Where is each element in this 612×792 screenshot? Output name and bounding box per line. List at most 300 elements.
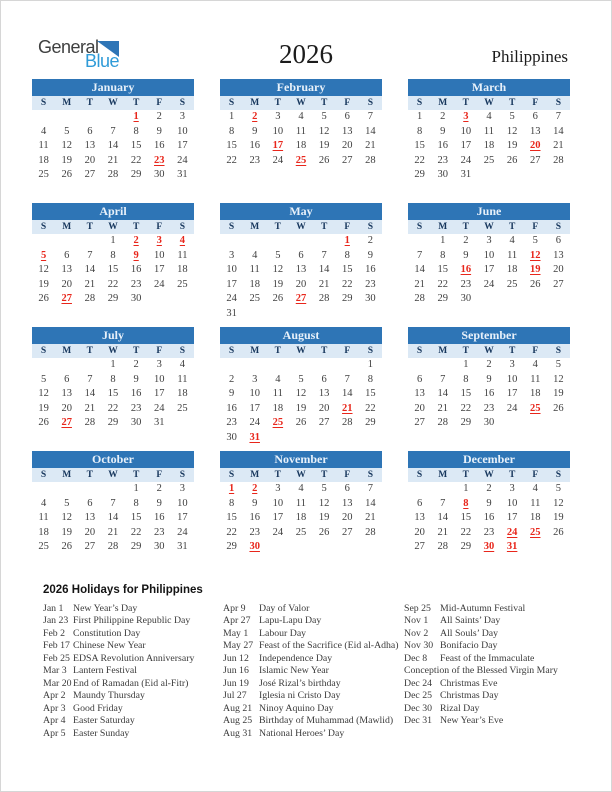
date-cell: 26	[38, 293, 49, 305]
empty-cell	[32, 358, 55, 373]
month-title: December	[408, 451, 570, 468]
weekday-label: T	[274, 470, 282, 480]
date-cell: 21	[365, 512, 376, 524]
date-cell: 3	[275, 111, 281, 122]
month-june	[408, 203, 570, 307]
date-cell: 24	[272, 526, 284, 538]
empty-cell	[32, 110, 55, 125]
weekday-label: T	[320, 222, 328, 232]
date-cell: 2	[486, 359, 492, 370]
date-cell: 8	[463, 373, 469, 385]
date-cell: 13	[84, 512, 96, 524]
date-cell: 20	[295, 278, 307, 290]
date-cell: 27	[414, 541, 425, 553]
date-cell: 18	[272, 402, 284, 414]
holiday-entry	[43, 715, 223, 727]
weekday-row	[408, 96, 570, 110]
weekday-label: F	[532, 222, 539, 232]
date-cell: 18	[530, 512, 541, 524]
holiday-name-label: Christmas Eve	[440, 677, 498, 689]
date-cell: 10	[483, 249, 495, 261]
date-cell: 9	[367, 249, 374, 261]
holiday-entry	[223, 615, 404, 627]
holiday-entry	[223, 653, 404, 665]
date-cell: 29	[437, 293, 448, 305]
date-cell: 17	[177, 512, 188, 524]
holiday-date-label: Nov 30	[404, 640, 434, 652]
holiday-entry	[43, 678, 223, 690]
date-cell: 23	[365, 278, 376, 290]
date-cell: 12	[38, 264, 49, 276]
date-cell: 16	[249, 512, 260, 524]
holiday-date-label: Aug 21	[223, 702, 253, 714]
weekday-label: S	[40, 98, 47, 108]
weekday-label: W	[108, 470, 118, 480]
logo-text-blue: Blue	[85, 51, 120, 71]
date-cell: 22	[226, 154, 237, 166]
weekday-label: F	[344, 98, 351, 108]
date-cell: 26	[318, 154, 330, 166]
date-cell: 14	[437, 512, 448, 524]
weekday-label: S	[555, 346, 562, 356]
weekday-label: S	[179, 98, 186, 108]
date-cell: 13	[342, 125, 353, 137]
weekday-label: M	[438, 346, 448, 356]
date-cell: 20	[61, 402, 72, 414]
date-cell: 25	[483, 154, 495, 166]
date-cell: 11	[530, 373, 541, 385]
holiday-name-label: National Heroes’ Day	[259, 727, 345, 739]
date-cell: 15	[107, 388, 119, 400]
date-cell: 14	[107, 512, 119, 524]
holiday-date: 30	[249, 541, 260, 553]
holiday-date: 31	[249, 431, 260, 443]
date-cell: 11	[530, 497, 541, 509]
holiday-name-label: Lantern Festival	[73, 665, 137, 677]
holiday-entry	[43, 653, 223, 665]
month-title: August	[220, 327, 382, 344]
weekday-label: S	[40, 470, 47, 480]
weekday-label: T	[462, 470, 470, 480]
days-grid	[220, 482, 382, 555]
date-cell: 27	[342, 154, 353, 166]
date-cell: 9	[486, 497, 492, 509]
date-cell: 6	[87, 125, 93, 137]
date-cell: 7	[321, 249, 327, 261]
date-cell: 1	[228, 111, 235, 122]
date-cell: 10	[272, 497, 284, 509]
holiday-date-label: Jun 19	[223, 677, 249, 689]
weekday-label: T	[508, 98, 516, 108]
weekday-label: M	[250, 222, 260, 232]
weekday-label: F	[156, 470, 163, 480]
weekday-row	[408, 220, 570, 234]
date-cell: 7	[367, 483, 374, 494]
holiday-date-label: Apr 27	[223, 615, 251, 627]
date-cell: 7	[87, 249, 93, 261]
date-cell: 3	[509, 359, 515, 370]
holiday-date: 12	[530, 249, 541, 261]
date-cell: 8	[110, 249, 116, 261]
weekday-label: S	[555, 98, 562, 108]
date-cell: 18	[38, 154, 49, 166]
date-cell: 14	[365, 497, 376, 509]
holiday-date-label: Apr 5	[43, 727, 66, 739]
weekday-label: F	[156, 346, 163, 356]
date-cell: 23	[483, 526, 495, 538]
weekday-label: F	[532, 346, 539, 356]
holiday-date: 25	[530, 402, 541, 414]
holiday-date-label: Mar 3	[43, 665, 67, 677]
date-cell: 8	[228, 125, 235, 137]
date-cell: 18	[295, 140, 307, 152]
holiday-name-label: Labour Day	[259, 627, 307, 639]
date-cell: 4	[509, 235, 515, 246]
date-cell: 28	[437, 417, 448, 429]
holiday-entry	[223, 628, 404, 640]
weekday-label: T	[508, 470, 516, 480]
date-cell: 6	[416, 373, 423, 385]
holiday-date-label: May 1	[223, 627, 249, 639]
month-title: April	[32, 203, 194, 220]
date-cell: 23	[154, 526, 165, 538]
weekday-label: W	[484, 470, 494, 480]
holiday-entry	[223, 715, 404, 727]
holiday-date-label: Nov 1	[404, 615, 429, 627]
days-grid	[32, 234, 194, 307]
holiday-date: 21	[342, 402, 353, 414]
weekday-label: T	[132, 346, 140, 356]
date-cell: 26	[38, 417, 49, 429]
holiday-date-label: Apr 3	[43, 702, 66, 714]
holiday-date: 19	[530, 264, 541, 276]
holiday-date-label: Dec 24	[404, 677, 433, 689]
weekday-label: W	[484, 346, 494, 356]
holiday-date-label: Jul 27	[223, 690, 247, 702]
holiday-date-label: Jun 16	[223, 665, 249, 677]
date-cell: 22	[414, 154, 425, 166]
holiday-date: 5	[40, 249, 47, 261]
date-cell: 5	[321, 111, 327, 122]
date-cell: 9	[252, 497, 258, 509]
date-cell: 11	[249, 264, 260, 276]
holiday-date-label: Dec 31	[404, 715, 433, 727]
holiday-date-label: Dec 8	[404, 652, 428, 664]
holiday-date-label: Sep 25	[404, 603, 431, 614]
date-cell: 20	[414, 402, 425, 414]
weekday-label: S	[367, 98, 374, 108]
date-cell: 13	[295, 264, 307, 276]
holiday-name-label: End of Ramadan (Eid al-Fitr)	[73, 677, 189, 689]
month-october	[32, 451, 194, 555]
months-grid	[32, 79, 570, 575]
empty-cell	[243, 234, 266, 249]
holiday-name-label: Lapu-Lapu Day	[259, 615, 322, 627]
holiday-entry	[43, 690, 223, 702]
empty-cell	[266, 234, 289, 249]
date-cell: 21	[107, 526, 119, 538]
weekday-label: T	[274, 346, 282, 356]
date-cell: 26	[61, 169, 72, 181]
date-cell: 26	[553, 526, 564, 538]
weekday-label: S	[416, 98, 423, 108]
holiday-date-label: Feb 17	[43, 640, 70, 652]
empty-cell	[220, 234, 243, 249]
date-cell: 10	[272, 125, 284, 137]
month-april	[32, 203, 194, 307]
date-cell: 24	[506, 402, 518, 414]
weekday-label: M	[438, 470, 448, 480]
date-cell: 9	[133, 373, 139, 385]
date-cell: 5	[40, 373, 47, 385]
year-title: 2026	[279, 39, 333, 69]
date-cell: 12	[506, 125, 518, 137]
date-cell: 4	[275, 373, 281, 385]
weekday-label: S	[179, 346, 186, 356]
date-cell: 5	[64, 125, 70, 137]
empty-cell	[55, 110, 78, 125]
weekday-label: S	[179, 470, 186, 480]
weekday-label: M	[62, 346, 72, 356]
date-cell: 3	[228, 249, 235, 261]
holiday-entry	[43, 703, 223, 715]
holiday-name-label: Constitution Day	[73, 627, 141, 639]
date-cell: 21	[84, 278, 96, 290]
holiday-date-label: Jan 1	[43, 603, 64, 614]
date-cell: 23	[460, 278, 472, 290]
empty-cell	[289, 358, 312, 373]
date-cell: 25	[38, 541, 49, 553]
holiday-name-label: Independence Day	[259, 652, 333, 664]
date-cell: 21	[437, 526, 448, 538]
days-grid	[408, 358, 570, 431]
date-cell: 5	[509, 111, 515, 122]
weekday-label: M	[62, 222, 72, 232]
date-cell: 25	[38, 169, 49, 181]
date-cell: 6	[344, 111, 350, 122]
date-cell: 27	[530, 154, 541, 166]
date-cell: 5	[298, 373, 304, 385]
weekday-label: S	[40, 346, 47, 356]
weekday-label: M	[250, 98, 260, 108]
holiday-date: 27	[295, 293, 307, 305]
date-cell: 26	[553, 402, 564, 414]
empty-cell	[32, 482, 55, 497]
holiday-name-label: Easter Sunday	[73, 727, 130, 739]
holiday-entry	[223, 728, 404, 740]
holiday-name-label: Easter Saturday	[73, 715, 135, 727]
date-cell: 18	[506, 264, 518, 276]
holiday-date: 2	[133, 235, 139, 246]
holiday-date: 25	[272, 417, 284, 429]
holiday-date: 16	[460, 264, 472, 276]
holiday-entry	[223, 603, 404, 615]
date-cell: 14	[365, 125, 376, 137]
month-title: January	[32, 79, 194, 96]
weekday-label: M	[438, 98, 448, 108]
holiday-name-label: All Saints’ Day	[440, 615, 501, 627]
date-cell: 2	[156, 483, 162, 494]
holidays-title: 2026 Holidays for Philippines	[43, 584, 203, 596]
date-cell: 6	[416, 497, 423, 509]
date-cell: 16	[130, 388, 142, 400]
date-cell: 5	[532, 235, 538, 246]
date-cell: 5	[64, 497, 70, 509]
date-cell: 26	[506, 154, 518, 166]
month-november	[220, 451, 382, 555]
holiday-name-label: First Philippine Republic Day	[73, 615, 191, 627]
date-cell: 3	[179, 111, 186, 122]
date-cell: 30	[460, 293, 472, 305]
date-cell: 7	[110, 125, 116, 137]
date-cell: 14	[414, 264, 425, 276]
weekday-label: S	[228, 470, 235, 480]
date-cell: 7	[440, 497, 446, 509]
weekday-label: S	[228, 98, 235, 108]
holiday-name-label: Feast of the Immaculate Conception of the Blessed Virgin Mary	[404, 652, 558, 677]
date-cell: 4	[298, 111, 304, 122]
empty-cell	[431, 482, 454, 497]
empty-cell	[32, 234, 55, 249]
date-cell: 30	[154, 169, 165, 181]
weekday-label: S	[228, 222, 235, 232]
date-cell: 30	[437, 169, 448, 181]
date-cell: 21	[84, 402, 96, 414]
date-cell: 24	[226, 293, 237, 305]
date-cell: 8	[440, 249, 446, 261]
holiday-name-label: Day of Valor	[259, 603, 310, 614]
date-cell: 15	[342, 264, 353, 276]
date-cell: 4	[179, 359, 186, 370]
weekday-label: T	[86, 222, 94, 232]
date-cell: 27	[84, 541, 96, 553]
weekday-row	[220, 96, 382, 110]
days-grid	[220, 234, 382, 322]
date-cell: 7	[555, 111, 562, 122]
holiday-name-label: New Year’s Day	[73, 603, 138, 614]
date-cell: 5	[275, 249, 281, 261]
weekday-row	[220, 468, 382, 482]
date-cell: 28	[107, 169, 119, 181]
date-cell: 28	[342, 417, 353, 429]
empty-cell	[220, 358, 243, 373]
date-cell: 22	[107, 278, 119, 290]
date-cell: 15	[414, 140, 425, 152]
empty-cell	[78, 110, 101, 125]
weekday-label: S	[40, 222, 47, 232]
date-cell: 31	[460, 169, 472, 181]
empty-cell	[55, 234, 78, 249]
weekday-label: T	[320, 346, 328, 356]
holiday-entry	[404, 703, 574, 715]
date-cell: 17	[272, 512, 284, 524]
date-cell: 8	[344, 249, 350, 261]
days-grid	[408, 482, 570, 555]
date-cell: 18	[177, 264, 188, 276]
empty-cell	[408, 482, 431, 497]
date-cell: 14	[84, 264, 96, 276]
holiday-date: 30	[483, 541, 495, 553]
date-cell: 29	[460, 417, 472, 429]
holiday-name-label: New Year’s Eve	[440, 715, 504, 727]
holiday-column	[223, 603, 404, 740]
holiday-name-label: José Rizal’s birthday	[259, 677, 341, 689]
weekday-row	[408, 468, 570, 482]
weekday-label: T	[508, 346, 516, 356]
holiday-date: 24	[506, 526, 518, 538]
date-cell: 1	[463, 483, 469, 494]
date-cell: 10	[177, 497, 188, 509]
holiday-name-label: EDSA Revolution Anniversary	[73, 652, 195, 664]
date-cell: 11	[295, 125, 307, 137]
date-cell: 29	[130, 169, 142, 181]
date-cell: 14	[342, 388, 353, 400]
empty-cell	[78, 358, 101, 373]
holiday-entry	[404, 678, 574, 690]
holiday-entry	[43, 640, 223, 652]
date-cell: 30	[154, 541, 165, 553]
date-cell: 14	[107, 140, 119, 152]
holiday-entry	[223, 640, 404, 652]
weekday-label: F	[156, 222, 163, 232]
holiday-date-label: Apr 9	[223, 603, 246, 614]
days-grid	[408, 110, 570, 183]
holiday-date: 2	[252, 483, 258, 494]
date-cell: 31	[177, 169, 188, 181]
holidays-section	[43, 584, 591, 740]
holiday-date: 9	[133, 249, 139, 261]
date-cell: 9	[486, 373, 492, 385]
month-march	[408, 79, 570, 183]
month-title: June	[408, 203, 570, 220]
weekday-label: F	[344, 470, 351, 480]
date-cell: 11	[177, 249, 188, 261]
weekday-label: W	[484, 98, 494, 108]
date-cell: 22	[130, 526, 142, 538]
date-cell: 3	[275, 483, 281, 494]
date-cell: 6	[87, 497, 93, 509]
date-cell: 24	[460, 154, 472, 166]
date-cell: 15	[460, 388, 472, 400]
date-cell: 2	[463, 235, 469, 246]
holiday-entry	[404, 653, 574, 678]
date-cell: 6	[298, 249, 304, 261]
holiday-name-label: Ninoy Aquino Day	[259, 702, 334, 714]
holiday-date-label: Feb 25	[43, 652, 70, 664]
holiday-columns	[43, 603, 591, 740]
holiday-entry	[404, 690, 574, 702]
date-cell: 12	[295, 388, 307, 400]
empty-cell	[101, 482, 124, 497]
date-cell: 27	[84, 169, 96, 181]
holiday-date-label: Apr 2	[43, 690, 66, 702]
weekday-label: M	[250, 346, 260, 356]
holiday-date: 1	[344, 235, 350, 246]
weekday-row	[32, 96, 194, 110]
date-cell: 4	[40, 125, 47, 137]
date-cell: 29	[342, 293, 353, 305]
holiday-date-label: Feb 2	[43, 627, 66, 639]
date-cell: 24	[154, 278, 165, 290]
weekday-label: W	[108, 346, 118, 356]
date-cell: 24	[154, 402, 165, 414]
holiday-name-label: Christmas Day	[440, 690, 499, 702]
date-cell: 13	[61, 388, 72, 400]
weekday-label: S	[367, 346, 374, 356]
holiday-date: 4	[179, 235, 186, 246]
date-cell: 17	[154, 388, 165, 400]
date-cell: 1	[133, 483, 139, 494]
